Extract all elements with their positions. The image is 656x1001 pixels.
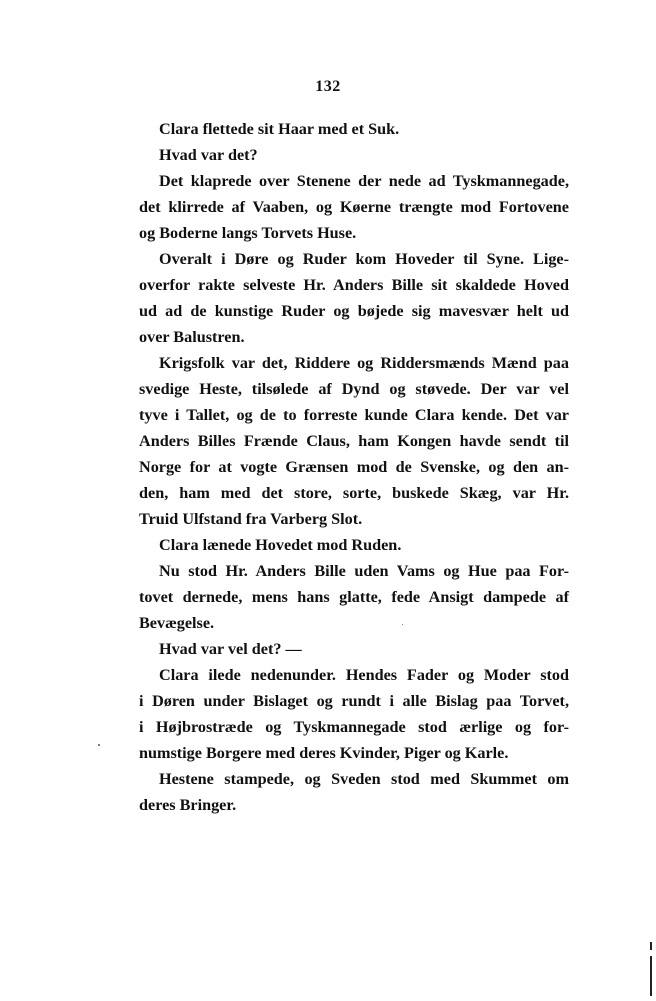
text-body <box>139 116 569 818</box>
text-line: ud ad de kunstige Ruder og bøjede sig mavesvær helt ud <box>139 302 569 320</box>
text-line: Hvad var vel det? — <box>159 640 302 658</box>
text-line: Nu stod Hr. Anders Bille uden Vams og Hue paa For- <box>159 562 569 580</box>
text-line: den, ham med det store, sorte, buskede Skæg, var Hr. <box>139 484 569 502</box>
text-line: Norge for at vogte Grænsen mod de Svenske, og den an- <box>139 458 569 476</box>
page-edge-mark <box>650 956 652 996</box>
text-line: svedige Heste, tilsølede af Dynd og støvede. Der var vel <box>139 380 569 398</box>
text-line: numstige Borgere med deres Kvinder, Piger og Karle. <box>139 744 509 762</box>
text-line: Clara flettede sit Haar med et Suk. <box>159 120 400 138</box>
text-line: Hestene stampede, og Sveden stod med Skummet om <box>159 770 569 788</box>
text-line: deres Bringer. <box>139 796 237 814</box>
text-line: tyve i Tallet, og de to forreste kunde Clara kende. Det var <box>139 406 569 424</box>
page-number: 132 <box>315 78 341 95</box>
text-line: og Boderne langs Torvets Huse. <box>139 224 357 242</box>
text-line: overfor rakte selveste Hr. Anders Bille sit skaldede Hoved <box>139 276 569 294</box>
text-line: Truid Ulfstand fra Varberg Slot. <box>139 510 363 528</box>
text-line: Clara lænede Hovedet mod Ruden. <box>159 536 402 554</box>
text-line: i Højbrostræde og Tyskmannegade stod ærlige og for- <box>139 718 569 736</box>
text-line: tovet dernede, mens hans glatte, fede Ansigt dampede af <box>139 588 569 606</box>
text-line: Hvad var det? <box>159 146 258 164</box>
page-edge-mark <box>650 942 652 950</box>
text-line: det klirrede af Vaaben, og Køerne trængte mod Fortovene <box>139 198 569 216</box>
scan-speck <box>98 744 100 746</box>
text-line: i Døren under Bislaget og rundt i alle Bislag paa Torvet, <box>139 692 569 710</box>
text-line: Clara ilede nedenunder. Hendes Fader og Moder stod <box>159 666 569 684</box>
scan-speck <box>402 624 403 625</box>
text-line: Det klaprede over Stenene der nede ad Tyskmannegade, <box>159 172 569 190</box>
text-line: Bevægelse. <box>139 614 215 632</box>
text-line: Krigsfolk var det, Riddere og Riddersmænds Mænd paa <box>159 354 569 372</box>
text-line: Anders Billes Frænde Claus, ham Kongen havde sendt til <box>139 432 569 450</box>
text-line: Overalt i Døre og Ruder kom Hoveder til Syne. Lige- <box>159 250 569 268</box>
text-line: over Balustren. <box>139 328 245 346</box>
